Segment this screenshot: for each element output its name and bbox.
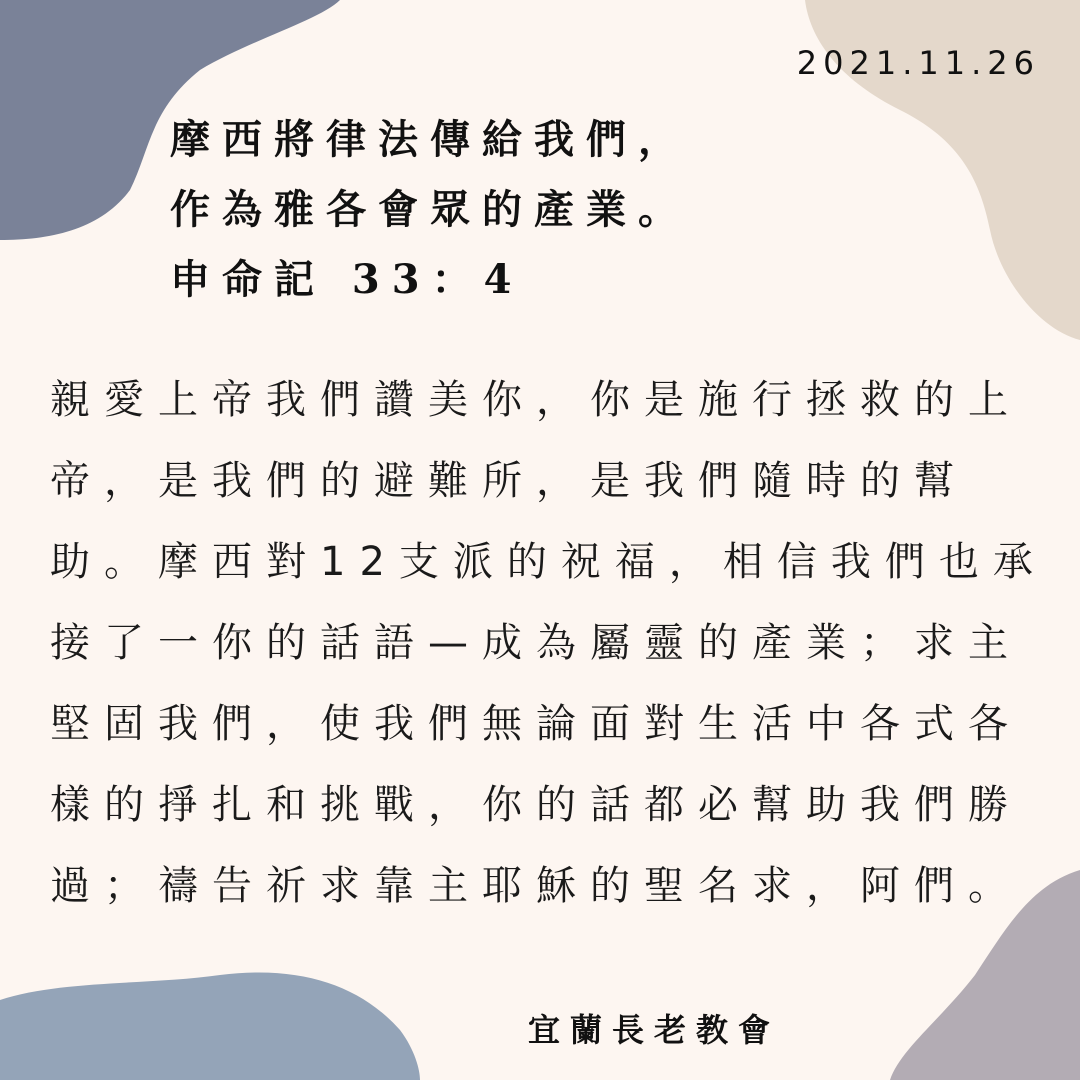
church-name: 宜蘭長老教會	[528, 1011, 781, 1049]
verse-line: 摩西將律法傳給我們，	[170, 116, 690, 163]
prayer-line: 過；禱告祈求靠主耶穌的聖名求，阿們。	[50, 863, 1022, 909]
verse-reference: 申命記 33：4	[170, 256, 524, 303]
prayer-line: 親愛上帝我們讚美你，你是施行拯救的上	[50, 377, 1022, 423]
prayer-line: 樣的掙扎和挑戰，你的話都必幫助我們勝	[50, 782, 1022, 828]
prayer-line: 接了一你的話語—成為屬靈的產業；求主	[50, 620, 1022, 666]
blob-bottom-left	[0, 972, 420, 1080]
date-label: 2021.11.26	[796, 44, 1040, 82]
prayer-line: 堅固我們，使我們無論面對生活中各式各	[50, 701, 1022, 747]
prayer-line: 助。摩西對12支派的祝福，相信我們也承	[50, 539, 1047, 585]
verse-line: 作為雅各會眾的產業。	[170, 186, 690, 233]
prayer-line: 帝，是我們的避難所，是我們隨時的幫	[50, 458, 968, 504]
scripture-verse	[170, 105, 870, 315]
prayer-text	[50, 360, 1047, 927]
